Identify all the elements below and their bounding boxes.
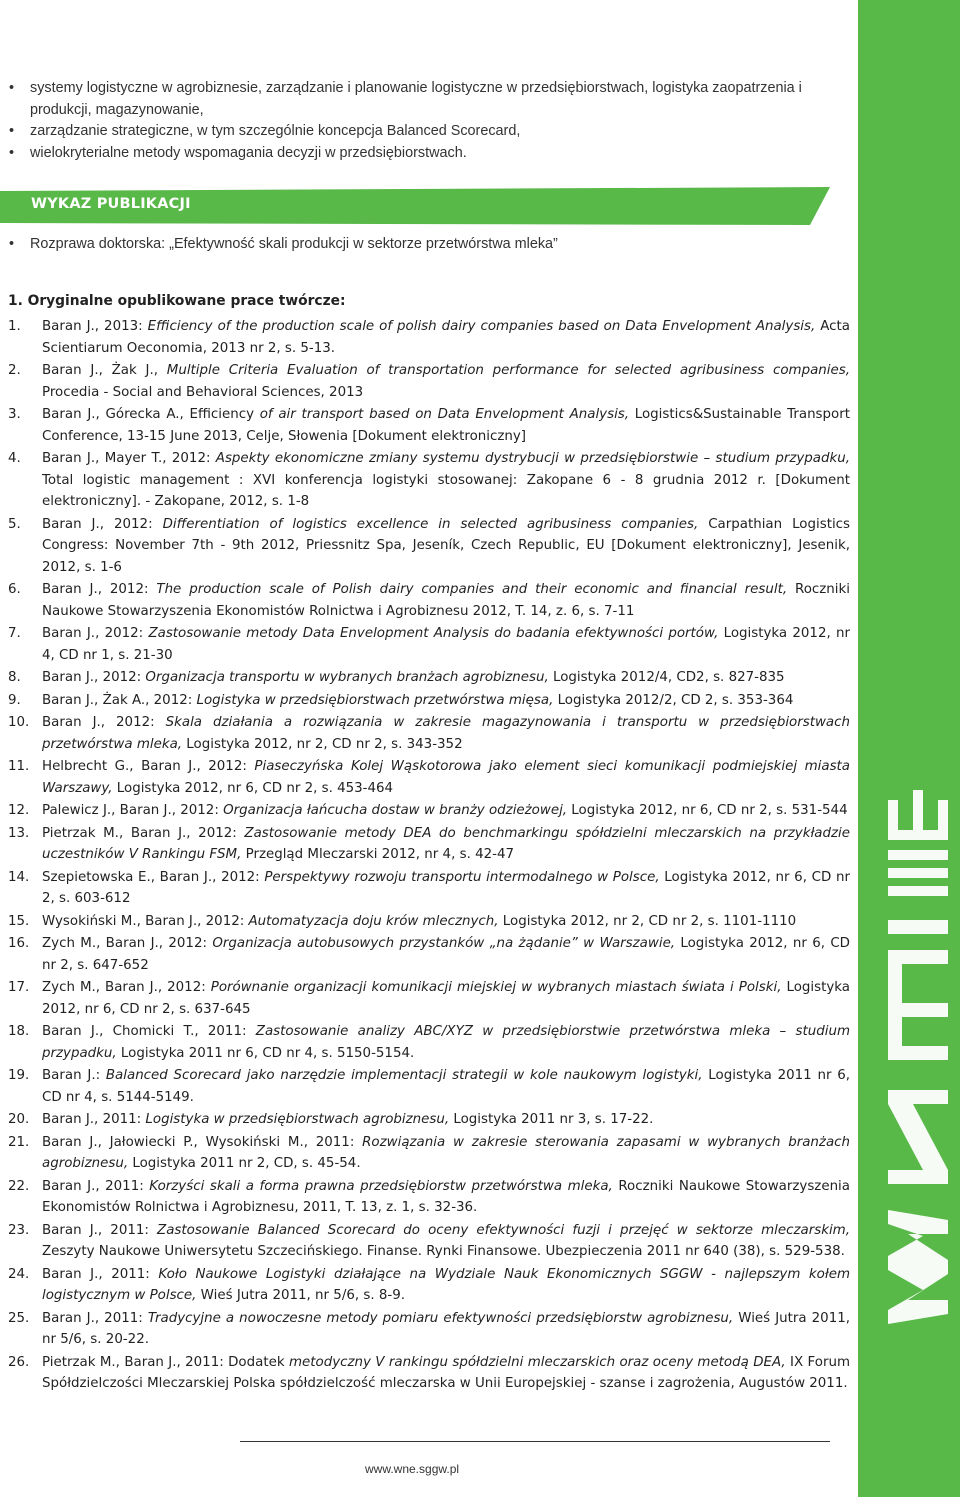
publication-title: Piaseczyńska Kolej Wąskotorowa jako element sieci komunikacji podmiejskiej miasta Warszawy, <box>42 759 850 796</box>
publication-item <box>8 1109 850 1131</box>
publication-authors: Pietrzak M., Baran J., 2011: Dodatek <box>42 1354 289 1370</box>
publication-number: 17. <box>8 980 30 995</box>
publication-source: Logistyka 2011 nr 2, CD, s. 45-54. <box>128 1156 361 1171</box>
publication-authors: Baran J., 2012: <box>42 670 146 685</box>
publication-item <box>8 623 850 666</box>
publication-source: Logistyka 2012, nr 6, CD nr 2, s. 603-612 <box>42 869 850 906</box>
publication-number: 1. <box>8 319 21 334</box>
publication-authors: Baran J., 2012: <box>42 582 157 597</box>
publication-item <box>8 867 850 910</box>
publication-source: Logistyka 2011 nr 3, s. 17-22. <box>449 1112 654 1127</box>
footer-url: www.wne.sggw.pl <box>365 1462 460 1476</box>
publication-authors: Baran J., 2011: <box>42 1178 150 1194</box>
publication-title: Organizacja transportu w wybranych branżach agrobiznesu, <box>145 670 549 685</box>
publication-source: Logistics&Sustainable Transport Conference, 13-15 June 2013, Celje, Słowenia [Dokument elektroniczny] <box>42 407 850 444</box>
publication-number: 24. <box>8 1266 30 1282</box>
publication-item <box>8 1065 850 1108</box>
publication-number: 6. <box>8 582 21 597</box>
publication-authors: Baran J., Górecka A., Efficiency <box>42 407 260 422</box>
publication-title: metodyczny V rankingu spółdzielni mleczarskich oraz oceny metodą DEA, <box>288 1354 786 1370</box>
publication-item <box>8 1132 850 1175</box>
publication-source: IX Forum Spółdzielczości Mleczarskiej Polska spółdzielczość mleczarska w Unii Europejskiej - szanse i zagrożenia, Augustów 2011. <box>42 1354 851 1391</box>
publication-title: Zastosowanie metody DEA do benchmarkingu spółdzielni mleczarskich na przykładzie uczestników V Rankingu FSM, <box>42 825 850 862</box>
publication-title: Porównanie organizacji komunikacji miejskiej w wybranych miastach świata i Polski, <box>210 980 782 995</box>
publication-title: Differentiation of logistics excellence in selected agribusiness companies, <box>162 516 699 532</box>
publication-number: 20. <box>8 1112 30 1127</box>
bullet-icon: • <box>9 123 15 139</box>
publication-title: Logistyka w przedsiębiorstwach agrobiznesu, <box>145 1112 450 1127</box>
publication-authors: Baran J., 2011: <box>42 1112 146 1127</box>
publication-item <box>8 360 850 403</box>
publication-source: Total logistic management : XVI konferencja logistyki stosowanej: Zakopane 6 - 8 grudnia 2012 r. [Dokument elektroniczny]. - Zakopane, 2012, s. 1-8 <box>42 472 850 509</box>
publication-authors: Wysokiński M., Baran J., 2012: <box>42 913 249 929</box>
publication-title: Organizacja autobusowych przystanków „na żądanie” w Warszawie, <box>212 936 676 951</box>
publication-source: Wieś Jutra 2011, nr 5/6, s. 8-9. <box>196 1288 405 1303</box>
publication-title: Efficiency of the production scale of polish dairy companies based on Data Envelopment Analysis, <box>147 319 816 334</box>
publication-number: 15. <box>8 913 30 929</box>
publication-title: Perspektywy rozwoju transportu intermodalnego w Polsce, <box>264 869 660 885</box>
publication-item <box>8 712 850 755</box>
publication-source: Logistyka 2012, nr 6, CD nr 2, s. 531-544 <box>567 803 848 818</box>
publication-item <box>8 316 850 359</box>
publication-source: Logistyka 2012/4, CD2, s. 827-835 <box>548 670 785 685</box>
publication-authors: Baran J.: <box>42 1068 106 1083</box>
list-item: • wielokryterialne metody wspomagania decyzji w przedsiębiorstwach. <box>8 143 828 165</box>
publication-number: 8. <box>8 670 21 685</box>
publication-authors: Baran J., Jałowiecki P., Wysokiński M., 2011: <box>42 1134 363 1150</box>
publication-number: 10. <box>8 715 30 730</box>
publication-number: 23. <box>8 1222 30 1238</box>
publication-number: 18. <box>8 1024 30 1039</box>
publication-number: 4. <box>8 451 21 466</box>
publication-authors: Baran J., 2011: <box>42 1222 158 1238</box>
publication-authors: Palewicz J., Baran J., 2012: <box>42 803 224 818</box>
footer-divider <box>240 1441 830 1442</box>
publication-authors: Szepietowska E., Baran J., 2012: <box>42 869 265 885</box>
publication-authors: Zych M., Baran J., 2012: <box>42 980 211 995</box>
publications-banner <box>0 187 830 225</box>
section-title: 1. Oryginalne opublikowane prace twórcze: <box>8 293 346 309</box>
publication-number: 13. <box>8 825 30 841</box>
publication-title: Organizacja łańcucha dostaw w branży odzieżowej, <box>223 803 568 818</box>
publication-number: 12. <box>8 803 30 818</box>
publication-source: Carpathian Logistics Congress: November 7th - 9th 2012, Priessnitz Spa, Jeseník, Czech Republic, EU [Dokument elektroniczny], Jesenik, 2012, s. 1-6 <box>42 516 850 575</box>
publication-title: Multiple Criteria Evaluation of transportation performance for selected agribusiness companies, <box>166 363 850 378</box>
publication-authors: Baran J., Żak A., 2012: <box>42 692 197 708</box>
publication-title: Rozwiązania w zakresie sterowania zapasami w wybranych branżach agrobiznesu, <box>42 1134 850 1171</box>
publication-item <box>8 1021 850 1064</box>
publication-authors: Baran J., 2012: <box>42 626 149 641</box>
publication-item <box>8 448 850 513</box>
publication-source: Acta Scientiarum Oeconomia, 2013 nr 2, s. 5-13. <box>42 319 850 356</box>
publication-authors: Helbrecht G., Baran J., 2012: <box>42 759 255 774</box>
publication-item <box>8 579 850 622</box>
publication-item <box>8 1352 850 1395</box>
publication-title: Zastosowanie Balanced Scorecard do oceny efektywności fuzji i przejęć w sektorze mleczarskim, <box>157 1222 850 1238</box>
publication-number: 19. <box>8 1068 30 1083</box>
publication-authors: Baran J., 2011: <box>42 1266 159 1282</box>
publication-source: Logistyka 2011 nr 6, CD nr 4, s. 5144-5149. <box>42 1068 851 1105</box>
publication-number: 16. <box>8 936 30 951</box>
publication-source: Logistyka 2012, nr 2, CD nr 2, s. 343-352 <box>182 736 463 752</box>
publication-item <box>8 1264 850 1307</box>
publication-title: Tradycyjne a nowoczesne metody pomiaru efektywności przedsiębiorstw agrobiznesu, <box>147 1310 734 1326</box>
publication-authors: Pietrzak M., Baran J., 2012: <box>42 825 245 841</box>
green-sidebar <box>858 0 960 1497</box>
publication-source: Wieś Jutra 2011, nr 5/6, s. 20-22. <box>42 1310 850 1347</box>
publication-source: Przegląd Mleczarski 2012, nr 4, s. 42-47 <box>241 847 514 862</box>
publication-item <box>8 690 850 712</box>
list-item: • systemy logistyczne w agrobiznesie, zarządzanie i planowanie logistyczne w przedsiębiorstwach, logistyka zaopatrzenia i produkcji, magazynowanie, <box>9 80 802 118</box>
publication-authors: Zych M., Baran J., 2012: <box>42 936 213 951</box>
publication-source: Logistyka 2012, nr 4, CD nr 1, s. 21-30 <box>42 626 850 663</box>
publication-authors: Baran J., Chomicki T., 2011: <box>42 1024 256 1039</box>
publication-title: Koło Naukowe Logistyki działające na Wydziale Nauk Ekonomicznych SGGW - najlepszym kołem logistycznym w Polsce, <box>42 1266 850 1303</box>
publication-source: Roczniki Naukowe Stowarzyszenia Ekonomistów Rolnictwa i Agrobiznesu, 2011, T. 13, z. 1, s. 32-36. <box>42 1178 850 1215</box>
doctoral-thesis: • Rozprawa doktorska: „Efektywność skali produkcji w sektorze przetwórstwa mleka” <box>9 236 558 252</box>
publication-number: 26. <box>8 1354 30 1370</box>
publication-item <box>8 514 850 579</box>
research-interests-list <box>8 78 828 164</box>
publication-authors: Baran J., 2011: <box>42 1310 148 1326</box>
publication-item <box>8 911 850 933</box>
publication-authors: Baran J., 2012: <box>42 715 166 730</box>
publication-source: Procedia - Social and Behavioral Sciences, 2013 <box>42 384 364 400</box>
publication-title: of air transport based on Data Envelopment Analysis, <box>259 407 630 422</box>
publication-number: 11. <box>8 759 30 774</box>
publication-authors: Baran J., Mayer T., 2012: <box>42 451 216 466</box>
publication-item <box>8 667 850 689</box>
publication-item <box>8 800 850 822</box>
publication-number: 5. <box>8 516 21 532</box>
publication-source: Logistyka 2012, nr 6, CD nr 2, s. 453-464 <box>112 780 394 796</box>
list-item: • zarządzanie strategiczne, w tym szczególnie koncepcja Balanced Scorecard, <box>8 121 828 143</box>
publication-title: Aspekty ekonomiczne zmiany systemu dystrybucji w przedsiębiorstwie – studium przypadku, <box>215 451 850 466</box>
publication-source: Zeszyty Naukowe Uniwersytetu Szczecińskiego. Finanse. Rynki Finansowe. Ubezpieczenia 2011 nr 640 (38), s. 529-538. <box>42 1244 845 1259</box>
publication-item <box>8 404 850 447</box>
publication-source: Roczniki Naukowe Stowarzyszenia Ekonomistów Rolnictwa i Agrobiznesu 2012, T. 14, z. 6, s. 7-11 <box>42 582 850 619</box>
publication-number: 21. <box>8 1134 30 1150</box>
publication-number: 14. <box>8 869 30 885</box>
publication-title: Zastosowanie analizy ABC/XYZ w przedsiębiorstwie przetwórstwa mleka – studium przypadku, <box>42 1024 850 1061</box>
publication-source: Logistyka 2012, nr 2, CD nr 2, s. 1101-1110 <box>498 913 797 929</box>
publication-number: 2. <box>8 363 21 378</box>
publication-number: 22. <box>8 1178 30 1194</box>
publication-item <box>8 823 850 866</box>
publication-authors: Baran J., 2013: <box>42 319 148 334</box>
publication-item <box>8 1176 850 1219</box>
wne-logo-icon <box>858 760 960 1460</box>
publication-number: 9. <box>8 692 21 708</box>
banner-title: WYKAZ PUBLIKACJI <box>31 196 191 212</box>
publication-item <box>8 933 850 976</box>
publication-number: 25. <box>8 1310 30 1326</box>
publication-source: Logistyka 2012, nr 6, CD nr 2, s. 637-645 <box>42 980 850 1017</box>
bullet-icon: • <box>9 236 15 252</box>
publication-source: Logistyka 2012, nr 6, CD nr 2, s. 647-652 <box>42 936 850 973</box>
publication-title: Balanced Scorecard jako narzędzie implementacji strategii w kole naukowym logistyki, <box>105 1068 703 1083</box>
publication-source: Logistyka 2012/2, CD 2, s. 353-364 <box>553 692 794 708</box>
bullet-icon: • <box>9 80 15 96</box>
publication-title: Korzyści skali a forma prawna przedsiębiorstw przetwórstwa mleka, <box>149 1178 613 1194</box>
publication-title: The production scale of Polish dairy companies and their economic and financial result, <box>156 582 788 597</box>
publication-authors: Baran J., 2012: <box>42 516 163 532</box>
publication-item <box>8 977 850 1020</box>
publication-title: Zastosowanie metody Data Envelopment Analysis do badania efektywności portów, <box>148 626 719 641</box>
publication-authors: Baran J., Żak J., <box>42 363 167 378</box>
publication-item <box>8 1308 850 1351</box>
publication-item <box>8 1220 850 1263</box>
publications-list <box>8 316 850 1396</box>
publication-item <box>8 756 850 799</box>
publication-title: Automatyzacja doju krów mlecznych, <box>248 913 499 929</box>
publication-title: Logistyka w przedsiębiorstwach przetwórstwa mięsa, <box>196 692 554 708</box>
publication-title: Skala działania a rozwiązania w zakresie magazynowania i transportu w przedsiębiorstwach przetwórstwa mleka, <box>42 715 850 752</box>
bullet-icon: • <box>9 144 15 161</box>
publication-source: Logistyka 2011 nr 6, CD nr 4, s. 5150-5154. <box>116 1045 415 1061</box>
publication-number: 3. <box>8 407 21 422</box>
publication-number: 7. <box>8 626 21 641</box>
